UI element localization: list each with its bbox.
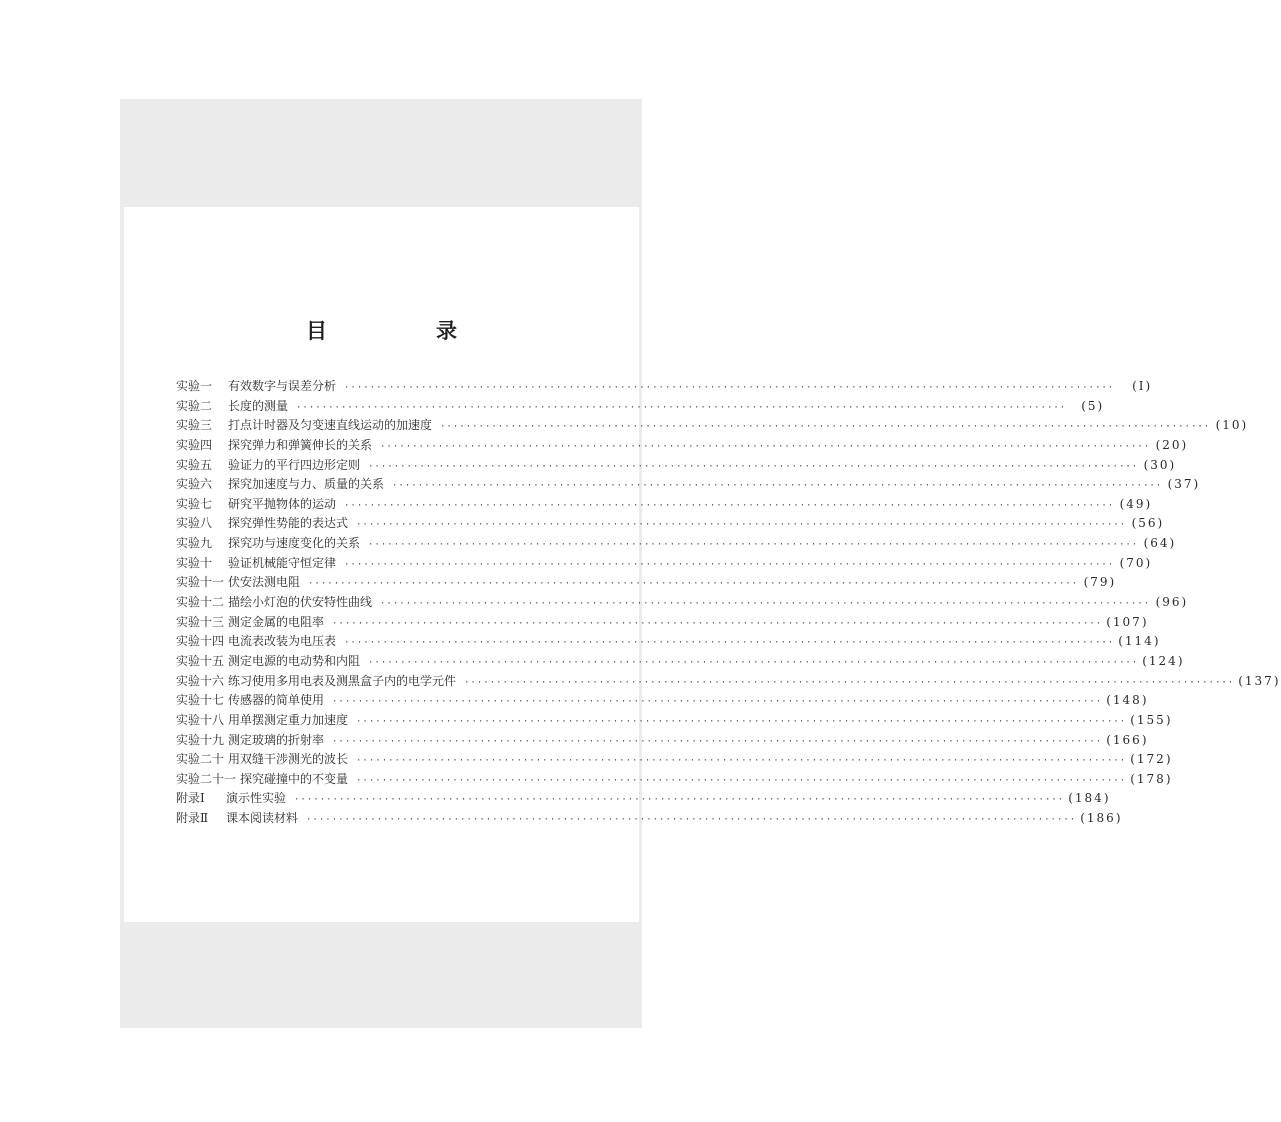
toc-entry-label: 实验四 <box>176 437 213 452</box>
toc-entry-page-number: (Ⅰ) <box>1132 379 1153 393</box>
toc-entry[interactable] <box>176 770 1173 790</box>
toc-entry-label: 实验二 <box>176 398 213 413</box>
toc-entry-label: 实验十七 <box>176 693 225 708</box>
toc-entry-label: 实验二十一 <box>176 771 237 786</box>
toc-entry-page-number: (114) <box>1118 634 1161 649</box>
toc-entry-page-number: (172) <box>1130 752 1173 767</box>
toc-entry[interactable] <box>176 731 1149 751</box>
toc-entry-title: 电流表改装为电压表 <box>228 634 337 649</box>
toc-entry-label: 实验一 <box>176 379 213 393</box>
toc-entry[interactable] <box>176 789 1111 809</box>
toc-entry-label: 附录Ⅰ <box>176 791 205 806</box>
toc-entry[interactable] <box>176 672 1281 692</box>
dot-leader: ························································································································ <box>332 618 1103 629</box>
toc-entry-page-number: (124) <box>1142 653 1185 668</box>
dot-leader: ························································································································ <box>294 795 1065 806</box>
toc-entry-page-number: (56) <box>1131 516 1165 531</box>
toc-entry-page-number: (37) <box>1167 477 1201 492</box>
toc-entry-page-number: (178) <box>1130 771 1173 786</box>
toc-entry-label: 实验十五 <box>176 653 225 668</box>
toc-entry-title: 探究弹力和弹簧伸长的关系 <box>228 437 373 452</box>
toc-entry[interactable] <box>176 534 1177 554</box>
toc-entry[interactable] <box>176 377 1153 397</box>
toc-entry[interactable] <box>176 652 1185 672</box>
dot-leader: ························································································································ <box>380 599 1151 610</box>
dot-leader: ························································································································ <box>464 677 1235 688</box>
dot-leader: ························································································································ <box>344 559 1115 570</box>
toc-entry[interactable] <box>176 593 1189 613</box>
dot-leader: ························································································································ <box>308 579 1079 590</box>
toc-entry-label: 实验十六 <box>176 673 225 688</box>
toc-entry-label: 实验五 <box>176 457 213 472</box>
toc-entry[interactable] <box>176 495 1153 515</box>
toc-entry-title: 探究弹性势能的表达式 <box>228 516 349 531</box>
toc-entry-title: 验证机械能守恒定律 <box>228 555 337 570</box>
toc-entry[interactable] <box>176 456 1177 476</box>
toc-entry-title: 课本阅读材料 <box>226 811 299 826</box>
dot-leader: ························································································································ <box>356 716 1127 727</box>
dot-leader: ························································································································ <box>356 520 1127 531</box>
toc-entry-label: 实验六 <box>176 477 213 492</box>
toc-entry-page-number: (166) <box>1106 732 1149 747</box>
toc-entry-label: 附录Ⅱ <box>176 811 209 826</box>
toc-entry[interactable] <box>176 573 1117 593</box>
dot-leader: ························································································································ <box>368 461 1139 472</box>
toc-entry-title: 用单摆测定重力加速度 <box>228 712 349 727</box>
toc-entry-label: 实验九 <box>176 536 213 551</box>
toc-entry-page-number: (148) <box>1106 693 1149 708</box>
toc-entry-label: 实验二十 <box>176 752 225 767</box>
toc-entry-page-number: (49) <box>1119 496 1153 511</box>
toc-entry-page-number: (96) <box>1155 595 1189 610</box>
toc-entry[interactable] <box>176 436 1189 456</box>
dot-leader: ························································································································ <box>368 657 1139 668</box>
toc-entry[interactable] <box>176 397 1105 417</box>
toc-entry[interactable] <box>176 750 1173 770</box>
toc-entry-page-number: (186) <box>1080 811 1123 826</box>
toc-entry-page-number: (30) <box>1143 457 1177 472</box>
toc-entry-title: 描绘小灯泡的伏安特性曲线 <box>228 595 373 610</box>
toc-entry-title: 测定电源的电动势和内阻 <box>228 653 361 668</box>
toc-entry-title: 探究功与速度变化的关系 <box>228 536 361 551</box>
toc-entry-label: 实验十 <box>176 555 213 570</box>
toc-entry-title: 演示性实验 <box>226 791 287 806</box>
toc-entry-label: 实验十三 <box>176 614 225 629</box>
toc-entry-label: 实验十九 <box>176 732 225 747</box>
toc-entry-title: 测定金属的电阻率 <box>228 614 325 629</box>
toc-entry-page-number: (155) <box>1130 712 1173 727</box>
toc-entry-title: 有效数字与误差分析 <box>228 379 337 393</box>
dot-leader: ························································································································ <box>440 422 1211 433</box>
dot-leader: ························································································································ <box>332 697 1103 708</box>
toc-entry-page-number: (64) <box>1143 536 1177 551</box>
toc-entry[interactable] <box>176 554 1153 574</box>
toc-entry-page-number: (5) <box>1081 398 1105 413</box>
toc-entry-title: 测定玻璃的折射率 <box>228 732 325 747</box>
document-page <box>124 207 1281 922</box>
toc-entry[interactable] <box>176 475 1201 495</box>
toc-entry-page-number: (70) <box>1119 555 1153 570</box>
toc-entry-title: 打点计时器及匀变速直线运动的加速度 <box>228 418 433 433</box>
dot-leader: ························································································································ <box>368 540 1139 551</box>
toc-entry[interactable] <box>176 711 1173 731</box>
toc-entry-label: 实验十二 <box>176 595 225 610</box>
toc-entry-title: 研究平抛物体的运动 <box>228 496 337 511</box>
dot-leader: ························································································································ <box>344 500 1115 511</box>
table-of-contents <box>176 377 1281 829</box>
toc-entry[interactable] <box>176 632 1161 652</box>
toc-entry-label: 实验十一 <box>176 575 225 590</box>
dot-leader: ························································································································ <box>392 481 1163 492</box>
dot-leader: ························································································································ <box>296 402 1067 413</box>
dot-leader: ························································································································ <box>356 775 1127 786</box>
toc-entry-label: 实验七 <box>176 496 213 511</box>
toc-entry[interactable] <box>176 809 1123 829</box>
toc-entry[interactable] <box>176 514 1165 534</box>
page-title: 目 录 <box>306 318 501 343</box>
toc-entry-page-number: (79) <box>1083 575 1117 590</box>
toc-entry-label: 实验十四 <box>176 634 225 649</box>
dot-leader: ························································································································ <box>344 383 1115 393</box>
toc-entry-page-number: (184) <box>1068 791 1111 806</box>
toc-entry-title: 探究加速度与力、质量的关系 <box>228 477 385 492</box>
toc-entry[interactable] <box>176 613 1149 633</box>
dot-leader: ························································································································ <box>332 736 1103 747</box>
toc-entry-page-number: (137) <box>1238 673 1281 688</box>
toc-entry-title: 探究碰撞中的不变量 <box>240 771 349 786</box>
toc-entry[interactable] <box>176 691 1149 711</box>
toc-entry-label: 实验八 <box>176 516 213 531</box>
dot-leader: ························································································································ <box>306 815 1077 826</box>
toc-entry-page-number: (20) <box>1155 437 1189 452</box>
toc-entry-label: 实验十八 <box>176 712 225 727</box>
toc-entry-title: 长度的测量 <box>228 398 289 413</box>
toc-entry-title: 练习使用多用电表及测黑盒子内的电学元件 <box>228 673 457 688</box>
toc-entry[interactable] <box>176 416 1249 436</box>
toc-entry-title: 验证力的平行四边形定则 <box>228 457 361 472</box>
dot-leader: ························································································································ <box>356 756 1127 767</box>
toc-entry-label: 实验三 <box>176 418 213 433</box>
dot-leader: ························································································································ <box>344 638 1115 649</box>
toc-entry-title: 传感器的简单使用 <box>228 693 325 708</box>
toc-entry-page-number: (107) <box>1106 614 1149 629</box>
dot-leader: ························································································································ <box>380 441 1151 452</box>
toc-entry-title: 伏安法测电阻 <box>228 575 301 590</box>
toc-entry-page-number: (10) <box>1215 418 1249 433</box>
toc-entry-title: 用双缝干涉测光的波长 <box>228 752 349 767</box>
